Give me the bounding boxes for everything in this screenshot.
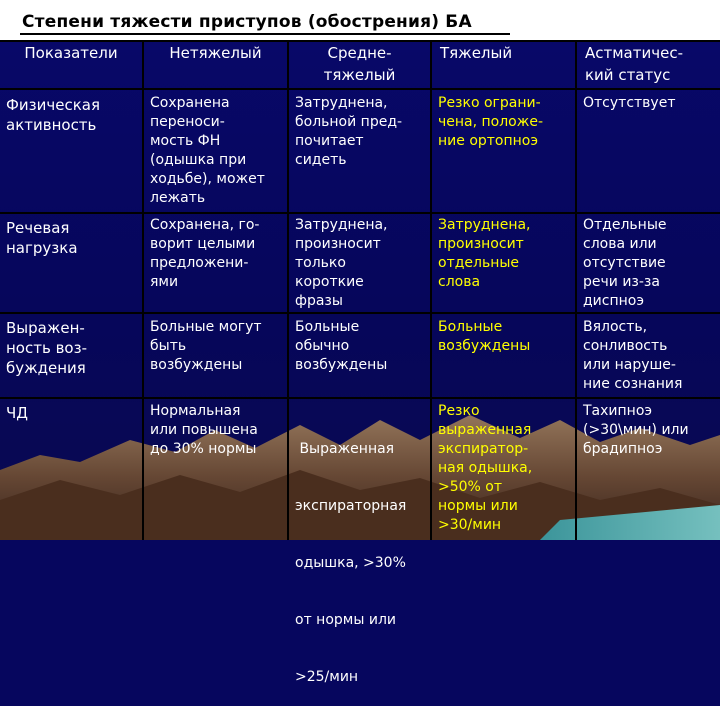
cell-line: или наруше- — [583, 357, 676, 373]
column-divider — [575, 40, 577, 540]
row-label-line: Физическая — [6, 96, 100, 114]
cell-line: до 30% нормы — [150, 441, 257, 457]
cell-line: обычно — [295, 338, 350, 354]
cell-line: >25/мин — [295, 669, 359, 685]
cell-line: выраженная — [438, 422, 532, 438]
cell-physical-severe — [438, 94, 543, 151]
cell-line: сонливость — [583, 338, 668, 354]
cell-line: Больные — [295, 319, 360, 335]
column-header-status-asthmaticus — [577, 42, 720, 86]
cell-line: одышка, >30% — [295, 555, 406, 571]
cell-line: слова или — [583, 236, 657, 252]
header-divider — [0, 88, 720, 90]
cell-line: речи из-за — [583, 274, 660, 290]
cell-rr-status — [583, 402, 689, 459]
cell-agitation-severe — [438, 318, 530, 356]
column-divider — [142, 40, 144, 540]
cell-line: экспиратор- — [438, 441, 529, 457]
cell-physical-mild — [150, 94, 265, 208]
column-header-line: Средне- — [327, 44, 392, 62]
row-label-line: буждения — [6, 359, 86, 377]
cell-rr-moderate — [295, 402, 406, 706]
row-label-line: ЧД — [6, 404, 29, 422]
cell-line: отсутствие — [583, 255, 666, 271]
cell-line: чена, положе- — [438, 114, 544, 130]
row-label-line: нагрузка — [6, 239, 78, 257]
cell-line: почитает — [295, 133, 364, 149]
column-header-indicators: Показатели — [24, 44, 118, 62]
cell-line: переноси- — [150, 114, 225, 130]
cell-line: (одышка при — [150, 152, 247, 168]
cell-line: возбуждены — [295, 357, 388, 373]
title-underline — [20, 33, 510, 35]
cell-agitation-mild — [150, 318, 262, 375]
cell-line: Больные — [438, 319, 503, 335]
cell-line: брадипноэ — [583, 441, 663, 457]
cell-line: произносит — [438, 236, 524, 252]
cell-line: слова — [438, 274, 481, 290]
cell-line: Резко — [438, 403, 480, 419]
cell-line: Отсутствует — [583, 95, 676, 111]
cell-line: Больные могут — [150, 319, 262, 335]
row-label-physical-activity — [6, 95, 100, 135]
cell-line: >30/мин — [438, 517, 502, 533]
cell-line: сидеть — [295, 152, 347, 168]
cell-line: от нормы или — [295, 612, 396, 628]
cell-line: произносит — [295, 236, 381, 252]
cell-rr-mild — [150, 402, 258, 459]
cell-line: Нормальная — [150, 403, 241, 419]
cell-line: нормы или — [438, 498, 518, 514]
cell-line: предложени- — [150, 255, 249, 271]
cell-line: ние ортопноэ — [438, 133, 539, 149]
cell-line: Затруднена, — [295, 217, 388, 233]
cell-line: возбуждены — [150, 357, 243, 373]
row-divider — [0, 312, 720, 314]
cell-line: фразы — [295, 293, 343, 309]
cell-line: только — [295, 255, 346, 271]
cell-physical-status — [583, 94, 675, 113]
cell-line: или повышена — [150, 422, 258, 438]
column-header-line: тяжелый — [323, 66, 396, 84]
cell-line: Вялость, — [583, 319, 648, 335]
cell-line: Отдельные — [583, 217, 667, 233]
column-divider — [287, 40, 289, 540]
cell-line: ная одышка, — [438, 460, 533, 476]
cell-speech-mild — [150, 216, 259, 292]
cell-speech-severe — [438, 216, 531, 292]
column-header-mild: Нетяжелый — [169, 44, 262, 62]
row-label-line: Выражен- — [6, 319, 85, 337]
cell-line: Выраженная — [295, 441, 395, 457]
cell-line: Резко ограни- — [438, 95, 541, 111]
cell-line: мость ФН — [150, 133, 221, 149]
cell-line: ворит целыми — [150, 236, 256, 252]
cell-line: возбуждены — [438, 338, 531, 354]
cell-line: лежать — [150, 190, 206, 206]
cell-line: Затруднена, — [438, 217, 531, 233]
row-divider — [0, 212, 720, 214]
cell-line: >50% от — [438, 479, 503, 495]
row-label-respiratory-rate — [6, 403, 28, 423]
cell-line: ние сознания — [583, 376, 683, 392]
column-header-moderate — [289, 42, 430, 86]
cell-line: ями — [150, 274, 179, 290]
cell-line: ходьбе), может — [150, 171, 265, 187]
cell-line: Затруднена, — [295, 95, 388, 111]
row-label-line: активность — [6, 116, 97, 134]
cell-line: (>30\мин) или — [583, 422, 689, 438]
cell-line: короткие — [295, 274, 364, 290]
cell-line: быть — [150, 338, 187, 354]
cell-agitation-moderate — [295, 318, 387, 375]
column-header-line: Астматичес- — [585, 44, 683, 62]
column-divider — [430, 40, 432, 540]
cell-speech-status — [583, 216, 667, 311]
cell-line: отдельные — [438, 255, 520, 271]
row-label-speech — [6, 218, 78, 258]
column-header-severe: Тяжелый — [440, 44, 513, 62]
cell-line: больной пред- — [295, 114, 403, 130]
cell-agitation-status — [583, 318, 682, 394]
cell-line: диспноэ — [583, 293, 645, 309]
column-header-line: кий статус — [585, 66, 671, 84]
row-label-agitation — [6, 318, 87, 378]
cell-line: Сохранена — [150, 95, 230, 111]
cell-physical-moderate — [295, 94, 402, 170]
cell-rr-severe — [438, 402, 532, 535]
cell-speech-moderate — [295, 216, 388, 311]
row-divider — [0, 397, 720, 399]
cell-line: Тахипноэ — [583, 403, 653, 419]
cell-line: Сохранена, го- — [150, 217, 260, 233]
cell-line: экспираторная — [295, 498, 407, 514]
row-label-line: ность воз- — [6, 339, 87, 357]
page-title: Степени тяжести приступов (обострения) БА — [22, 12, 472, 32]
row-label-line: Речевая — [6, 219, 70, 237]
